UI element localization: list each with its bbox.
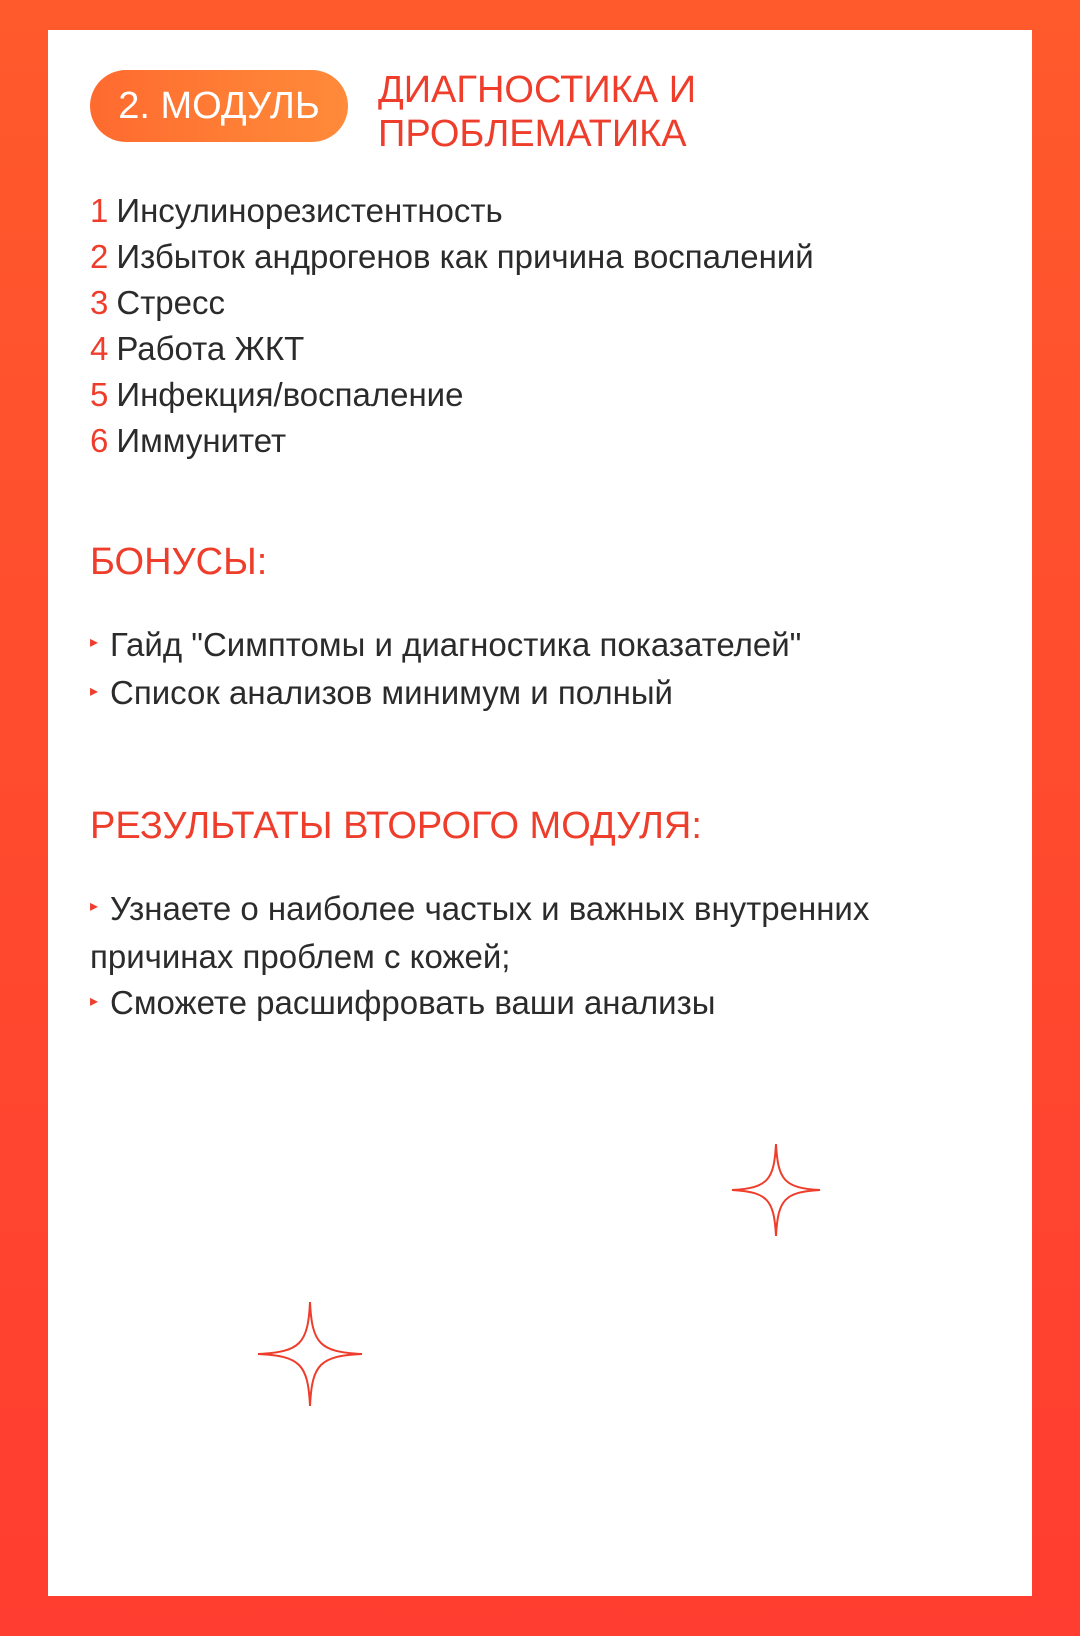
topic-text: Стресс xyxy=(116,284,226,321)
results-heading: РЕЗУЛЬТАТЫ ВТОРОГО МОДУЛЯ: xyxy=(90,805,702,847)
bonuses-list xyxy=(90,622,801,719)
topic-text: Инсулинорезистентность xyxy=(116,192,503,229)
triangle-bullet-icon: ▸ xyxy=(90,898,99,916)
topic-text: Работа ЖКТ xyxy=(116,330,305,367)
topic-item xyxy=(90,234,814,280)
topic-number: 5 xyxy=(90,376,109,413)
content-card xyxy=(48,30,1032,1596)
bonus-text: Гайд "Симптомы и диагностика показателей" xyxy=(110,626,802,663)
topic-number: 6 xyxy=(90,422,109,459)
triangle-bullet-icon: ▸ xyxy=(90,682,99,700)
results-list xyxy=(90,886,950,1029)
sparkle-star-icon xyxy=(256,1300,364,1408)
topic-number: 4 xyxy=(90,330,109,367)
topic-number: 3 xyxy=(90,284,109,321)
topic-number: 1 xyxy=(90,192,109,229)
topics-list xyxy=(90,188,814,464)
module-badge: 2. МОДУЛЬ xyxy=(90,70,348,142)
topic-item xyxy=(90,280,814,326)
triangle-bullet-icon: ▸ xyxy=(90,992,99,1010)
topic-text: Инфекция/воспаление xyxy=(116,376,464,413)
topic-item xyxy=(90,188,814,234)
module-title-line-2: ПРОБЛЕМАТИКА xyxy=(378,113,687,155)
topic-text: Избыток андрогенов как причина воспалений xyxy=(116,238,814,275)
result-item xyxy=(90,980,950,1028)
bonus-text: Список анализов минимум и полный xyxy=(110,674,673,712)
topic-text: Иммунитет xyxy=(116,422,287,459)
result-item xyxy=(90,886,950,980)
topic-number: 2 xyxy=(90,238,109,275)
sparkle-star-icon xyxy=(730,1142,822,1238)
module-title xyxy=(378,68,696,156)
triangle-bullet-icon: ▸ xyxy=(90,634,99,652)
bonus-item xyxy=(90,622,801,670)
topic-item xyxy=(90,372,814,418)
result-text: Узнаете о наиболее частых и важных внутренних причинах проблем с кожей; xyxy=(90,890,870,976)
topic-item xyxy=(90,326,814,372)
topic-item xyxy=(90,418,814,464)
bonus-item xyxy=(90,670,801,718)
result-text: Сможете расшифровать ваши анализы xyxy=(110,984,716,1022)
module-title-line-1: ДИАГНОСТИКА И xyxy=(378,69,697,111)
bonuses-heading: БОНУСЫ: xyxy=(90,541,268,583)
